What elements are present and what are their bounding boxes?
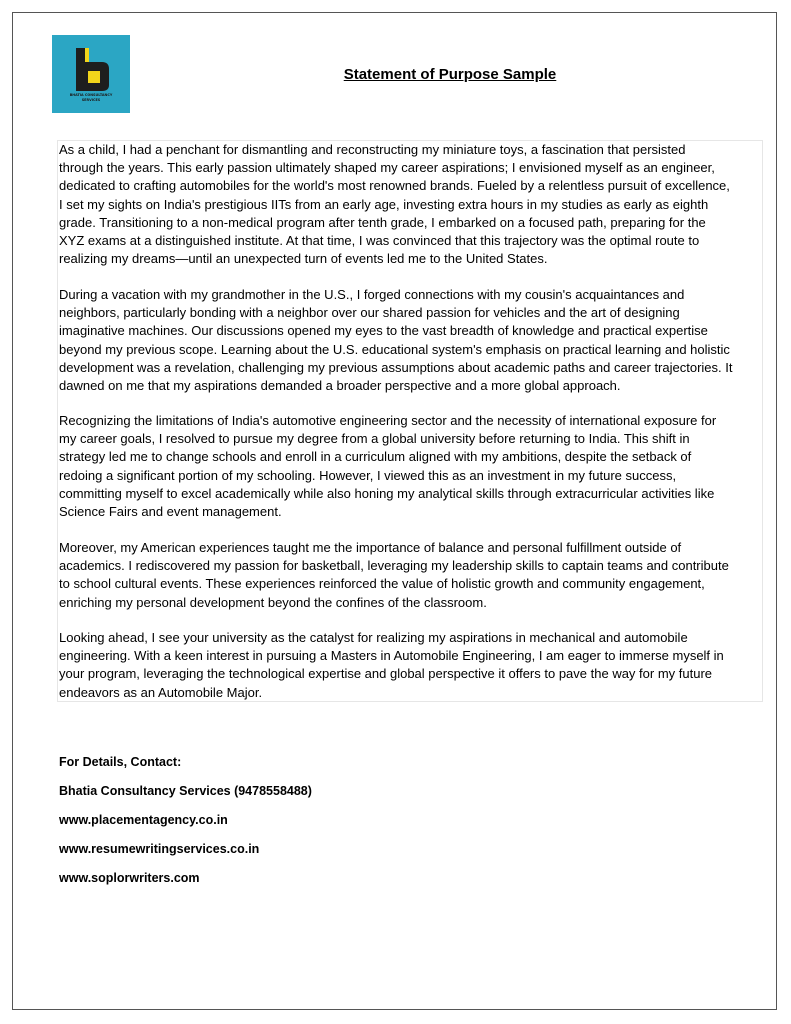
logo-accent-bar [85,48,89,62]
document-title: Statement of Purpose Sample [343,66,557,83]
contact-link-placementagency[interactable]: www.placementagency.co.in [59,813,228,827]
paragraph-line: imaginative machines. Our discussions opened my eyes to the vast breadth of knowledge and practical expertise [59,323,708,339]
paragraph-line: enriching my personal development beyond the confines of the classroom. [59,594,487,610]
paragraph-us-vacation [59,286,761,395]
paragraph-line: During a vacation with my grandmother in the U.S., I forged connections with my cousin's acquaintances and [59,287,685,302]
paragraph-line: XYZ exams at a distinguished institute. At that time, I was convinced that this trajectory was the optimal route to [59,233,700,249]
paragraph-line: Looking ahead, I see your university as the catalyst for realizing my aspirations in mechanical and automobile [59,630,688,645]
paragraph-line: your program, leveraging the technological expertise and global perspective it offers to pave the way for my future [59,666,713,682]
contact-company: Bhatia Consultancy Services (9478558488) [59,784,312,798]
paragraph-line: endeavors as an Automobile Major. [59,684,263,700]
paragraph-childhood [59,141,761,268]
paragraph-line: neighbors, particularly bonding with a neighbor over our shared passion for vehicles and the art of designing [59,305,680,321]
logo-caption-services: SERVICES [81,98,101,102]
contact-heading: For Details, Contact: [59,755,182,769]
paragraph-line: to school cultural events. These experiences reinforced the value of holistic growth and community engagement, [59,576,705,592]
paragraph-line: committing myself to excel academically while also honing my analytical skills through extracurricular activities like [59,485,715,501]
paragraph-line: development was a revelation, challenging my previous assumptions about academic paths and career trajectories. It [59,359,733,375]
paragraph-line: As a child, I had a penchant for dismantling and reconstructing my miniature toys, a fascination that persisted [59,142,686,157]
contact-link-soplorwriters[interactable]: www.soplorwriters.com [59,871,200,885]
paragraph-line: redoing a significant portion of my schooling. However, I viewed this as an investment in my future success, [59,467,677,483]
logo-accent-square [88,71,100,83]
bhatia-consultancy-logo-icon [52,35,130,113]
paragraph-looking-ahead [59,629,761,702]
paragraph-line: dedicated to crafting automobiles for the world's most renowned brands. Fueled by a relentless pursuit of excellence, [59,178,730,194]
paragraph-line: realizing my dreams—until an unexpected turn of events led me to the United States. [59,251,548,267]
paragraph-line: Recognizing the limitations of India's automotive engineering sector and the necessity of international exposure for [59,413,717,428]
paragraph-line: dawned on me that my aspirations demanded a broader perspective and a more global approach. [59,378,621,394]
paragraph-line: academics. I rediscovered my passion for basketball, leveraging my leadership skills to captain teams and contribute [59,558,729,574]
paragraph-career-goals [59,412,761,521]
paragraph-american-experiences [59,539,761,612]
paragraph-line: my career goals, I resolved to pursue my degree from a global university before returning to India. This shift in [59,431,690,447]
logo-caption-company: BHATIA CONSULTANCY [69,93,113,97]
paragraph-line: Moreover, my American experiences taught me the importance of balance and personal fulfillment outside of [59,540,682,555]
paragraph-line: grade. Transitioning to a non-medical program after tenth grade, I embarked on a focused path, preparing for the [59,214,706,230]
contact-link-resumewritingservices[interactable]: www.resumewritingservices.co.in [59,842,260,856]
paragraph-line: Science Fairs and event management. [59,504,282,520]
paragraph-line: beyond my previous scope. Learning about the U.S. educational system's emphasis on practical learning and holistic [59,341,730,357]
paragraph-line: strategy led me to change schools and enroll in a curriculum aligned with my ambitions, despite the setback of [59,449,692,465]
paragraph-line: I set my sights on India's prestigious IITs from an early age, investing extra hours in my studies as early as eighth [59,196,709,212]
paragraph-line: engineering. With a keen interest in pursuing a Masters in Automobile Engineering, I am eager to immerse myself in [59,648,724,664]
paragraph-line: through the years. This early passion ultimately shaped my career aspirations; I envisioned myself as an engineer, [59,160,715,176]
